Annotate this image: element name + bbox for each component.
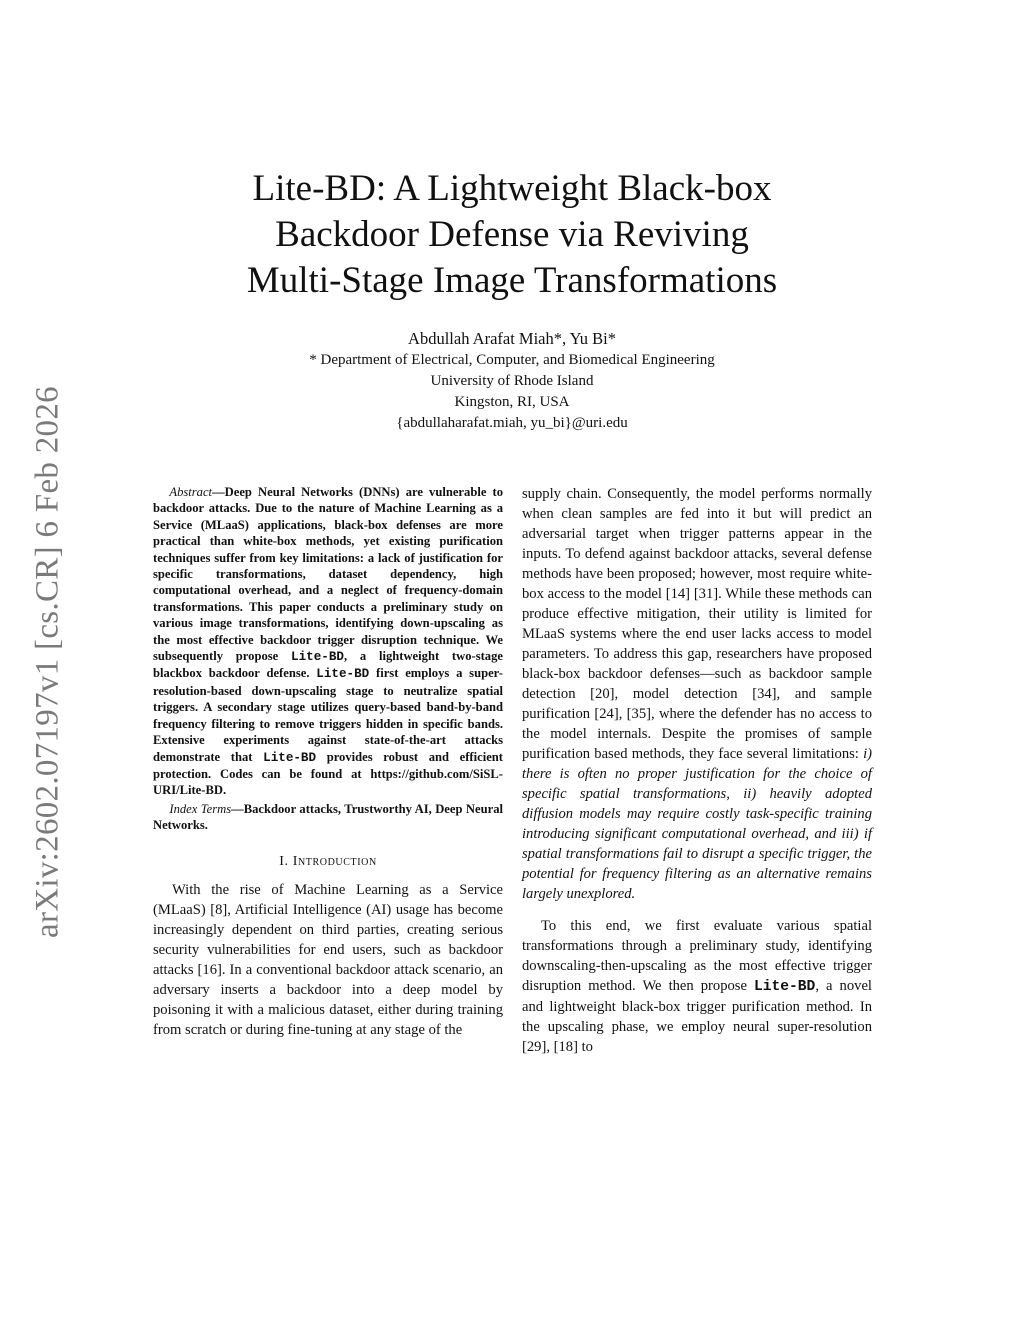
section-heading bbox=[153, 852, 503, 872]
university: University of Rhode Island bbox=[430, 373, 594, 389]
title-line: Lite-BD: A Lightweight Black-box bbox=[252, 168, 772, 209]
abstract-text: , a lightweight two-stage blackbox backdoor defense. bbox=[153, 649, 503, 681]
method-name: Lite-BD bbox=[263, 750, 317, 765]
intro-paragraph bbox=[522, 916, 872, 1057]
abstract-label: Abstract bbox=[169, 485, 213, 499]
limitations-text: i) there is often no proper justification for the choice of specific spatial transformations, ii) heavily adopted diffusion models may require costly task-specific training introducing significant computational overhead, and iii) if spatial transformations fail to disrupt a specific trigger, the potential for frequency filtering as an alternative remains largely unexplored. bbox=[522, 746, 872, 902]
abstract-text: first employs a super-resolution-based down-upscaling stage to neutralize spatial triggers. A secondary stage utilizes query-based band-by-band frequency filtering to remove triggers hidden in specific bands. Extensive experiments against state-of-the-art attacks demonstrate that bbox=[153, 666, 503, 764]
abstract-text: provides robust and efficient protection. Codes can be found at https://github.com/SiSL-URI/Lite-BD. bbox=[153, 749, 504, 798]
section-number: I. bbox=[279, 853, 289, 869]
title-line: Multi-Stage Image Transformations bbox=[246, 260, 778, 301]
abstract bbox=[153, 484, 503, 799]
paper-title bbox=[150, 166, 874, 304]
author-names: Abdullah Arafat Miah*, Yu Bi* bbox=[408, 329, 616, 348]
section-title: Introduction bbox=[292, 853, 377, 869]
arxiv-identifier: arXiv:2602.07197v1 [cs.CR] 6 Feb 2026 bbox=[29, 386, 66, 938]
intro-paragraph: With the rise of Machine Learning as a Service (MLaaS) [8], Artificial Intelligence (AI) usage has become increasingly dependent on third parties, creating serious security vulnerabilities for end users, such as backdoor attacks [16]. In a conventional backdoor attack scenario, an adversary inserts a backdoor into a deep model by poisoning it with a malicious dataset, either during training from scratch or during fine-tuning at any stage of the bbox=[153, 881, 503, 1038]
abstract-text: —Deep Neural Networks (DNNs) are vulnerable to backdoor attacks. Due to the nature of Machine Learning as a Service (MLaaS) applications, black-box defenses are more practical than white-box methods, yet existing purification techniques suffer from key limitations: a lack of justification for specific transformations, dataset dependency, high computational overhead, and a neglect of frequency-domain transformations. This paper conducts a preliminary study on various image transformations, identifying down-upscaling as the most effective backdoor trigger disruption technique. We subsequently propose bbox=[153, 485, 503, 664]
method-name: Lite-BD bbox=[754, 979, 816, 995]
paragraph-text: supply chain. Consequently, the model performs normally when clean samples are fed into it but will predict an adversarial target when trigger patterns appear in the inputs. To defend against backdoor attacks, several defense methods have been proposed; however, most require white-box access to the model [14] [31]. While these methods can produce effective mitigation, their utility is limited for MLaaS systems where the end user lacks access to model parameters. To address this gap, researchers have proposed black-box backdoor defenses—such as backdoor sample detection [20], model detection [34], and sample purification [24], [35], where the defender has no access to the model internals. Despite the promises of sample purification based methods, they face several limitations: bbox=[522, 486, 872, 762]
intro-paragraph-continued bbox=[522, 484, 872, 904]
location: Kingston, RI, USA bbox=[454, 394, 570, 410]
method-name: Lite-BD bbox=[316, 667, 370, 682]
right-column bbox=[522, 484, 872, 1057]
author-emails: {abdullaharafat.miah, yu_bi}@uri.edu bbox=[396, 415, 628, 431]
author-block bbox=[200, 328, 824, 434]
paragraph-text: , a novel and lightweight black-box trigger purification method. In the upscaling phase, we employ neural super-resolution [29], [18] to bbox=[522, 978, 872, 1055]
index-terms-text: —Backdoor attacks, Trustworthy AI, Deep Neural Networks. bbox=[153, 801, 503, 833]
paragraph-text: To this end, we first evaluate various spatial transformations through a preliminary study, identifying downscaling-then-upscaling as the most effective trigger disruption method. We then propose bbox=[522, 918, 872, 994]
department: * Department of Electrical, Computer, and Biomedical Engineering bbox=[309, 352, 715, 368]
index-terms bbox=[153, 801, 503, 834]
left-column bbox=[153, 484, 503, 1040]
method-name: Lite-BD bbox=[291, 650, 344, 665]
index-terms-label: Index Terms bbox=[169, 801, 232, 816]
title-line: Backdoor Defense via Reviving bbox=[275, 214, 749, 255]
